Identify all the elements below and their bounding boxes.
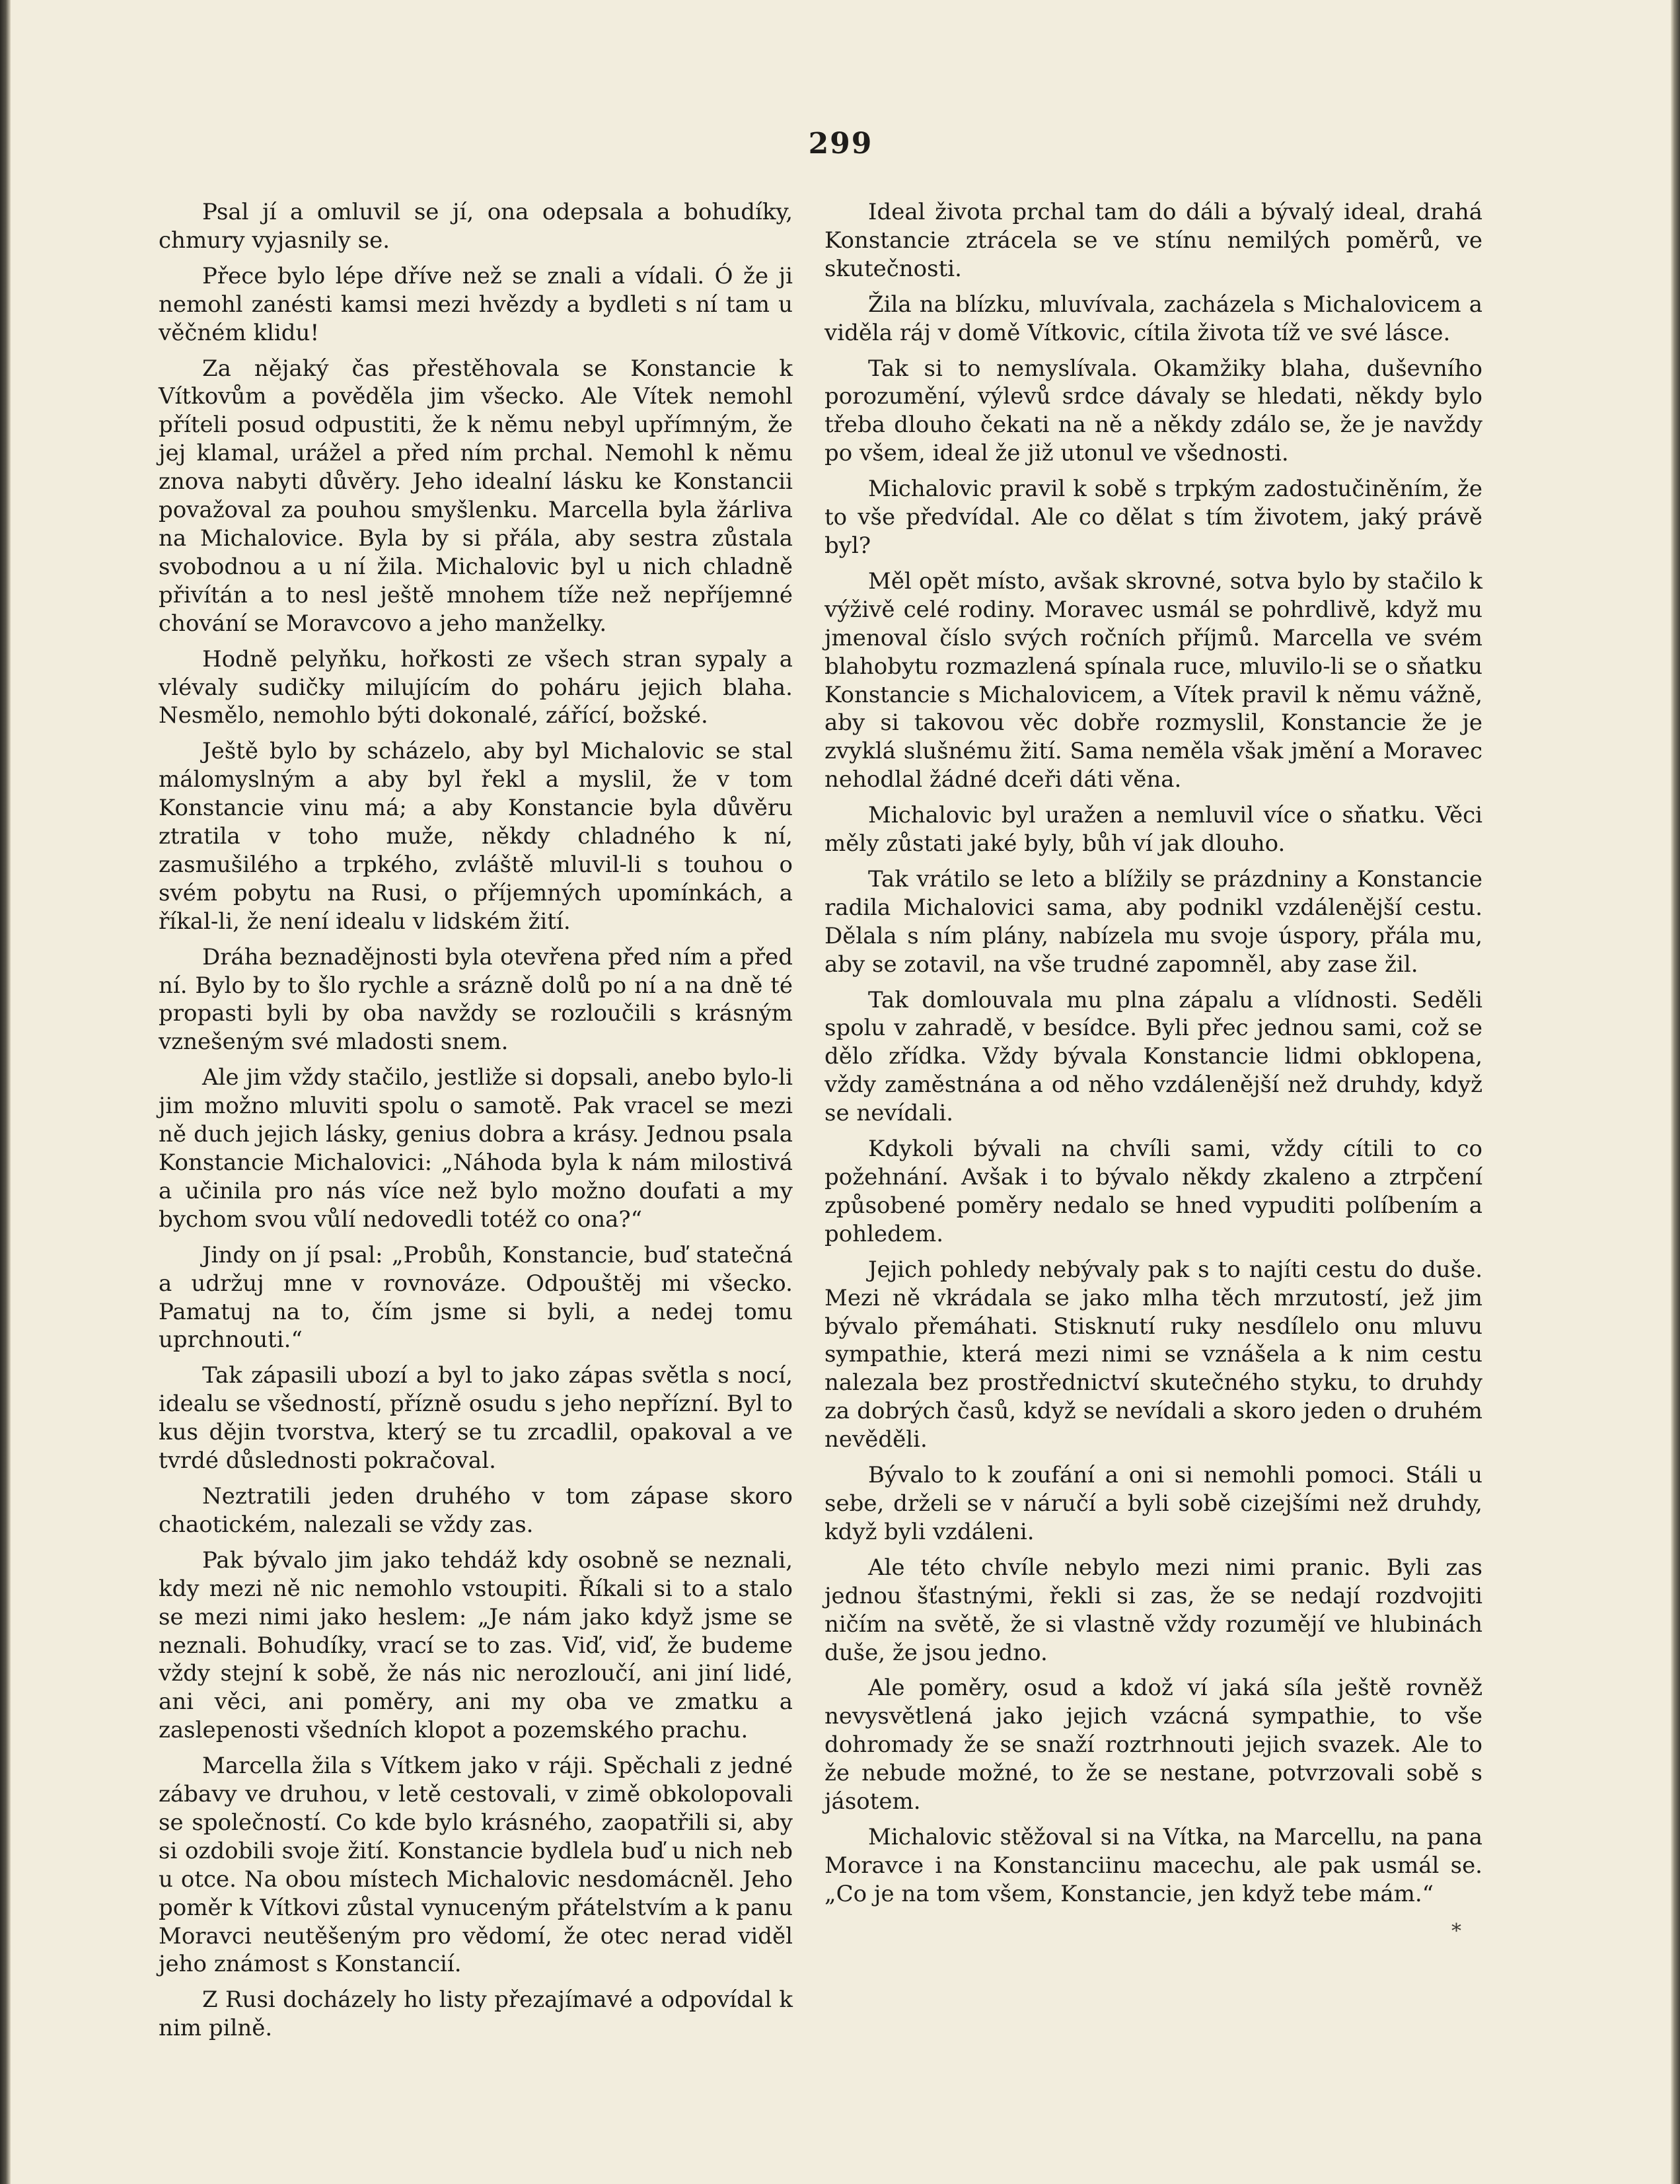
paragraph: Psal jí a omluvil se jí, ona odepsala a bohudíky, chmury vyjasnily se. (159, 199, 793, 254)
paragraph: Pak bývalo jim jako tehdáž kdy osobně se neznali, kdy mezi ně nic nemohlo vstoupiti. Říkali si to a stalo se mezi nimi jako heslem: „Je nám jako když jsme se neznali. Bohudíky, vrací se to zas. Viď, viď, že budeme vždy stejní k sobě, že nás nic nerozloučí, ani jiní lidé, ani věci, ani poměry, ani my oba ve zmatku a zaslepenosti všedních klopot a pozemského prachu. (159, 1547, 793, 1744)
paragraph: Ale jim vždy stačilo, jestliže si dopsali, anebo bylo-li jim možno mluviti spolu o samotě. Pak vracel se mezi ně duch jejich lásky, genius dobra a krásy. Jednou psala Konstancie Michalovici: „Náhoda byla k nám milostivá a učinila pro nás více než bylo možno doufati a my bychom svou vůlí nedovedli totéž co ona?“ (159, 1064, 793, 1233)
paragraph: Ale poměry, osud a kdož ví jaká síla ještě rovněž nevysvětlená jako jejich vzácná sympathie, to vše dohromady že se snaží roztrhnouti jejich svazek. Ale to že nebude možné, to že se nestane, potvrzovali sobě s jásotem. (824, 1675, 1482, 1815)
paragraph: Kdykoli bývali na chvíli sami, vždy cítili to co požehnání. Avšak i to bývalo někdy zkaleno a ztrpčení způsobené poměry nedalo se hned vypuditi políbením a pohledem. (824, 1136, 1482, 1247)
left-column (159, 198, 793, 2050)
paragraph: Dráha beznadějnosti byla otevřena před ním a před ní. Bylo by to šlo rychle a srázně dolů po ní a na dně té propasti byli by oba navždy se rozloučili s krásným vznešeným své mladosti snem. (159, 943, 793, 1056)
paragraph: Z Rusi docházely ho listy přezajímavé a odpovídal k nim pilně. (159, 1986, 793, 2042)
right-column (824, 198, 1482, 1946)
paragraph: Jindy on jí psal: „Probůh, Konstancie, buď statečná a udržuj mne v rovnováze. Odpouštěj mi všecko. Pamatuj na to, čím jsme si byli, a nedej tomu uprchnouti.“ (159, 1241, 793, 1354)
paragraph: Jejich pohledy nebývaly pak s to najíti cestu do duše. Mezi ně vkrádala se jako mlha těch mrzutostí, jež jim bývalo přemáhati. Stisknutí ruky nesdílelo onu mluvu sympathie, která mezi nimi se vznášela a k nim cestu nalezala bez prostřednictví skutečného styku, to druhdy za dobrých časů, když se nevídali a skoro jeden o druhém nevěděli. (824, 1256, 1482, 1453)
paragraph: Tak si to nemyslívala. Okamžiky blaha, duševního porozumění, výlevů srdce dávaly se hledati, někdy bylo třeba dlouho čekati na ně a někdy zdálo se, že je navždy po všem, ideal že již utonul ve všednosti. (824, 355, 1482, 467)
paragraph: Tak domlouvala mu plna zápalu a vlídnosti. Seděli spolu v zahradě, v besídce. Byli přec jednou sami, což se dělo zřídka. Vždy bývala Konstancie lidmi obklopena, vždy zaměstnána a od něho vzdálenější než druhdy, když se nevídali. (824, 986, 1482, 1127)
paragraph: Michalovic pravil k sobě s trpkým zadostučiněním, že to vše předvídal. Ale co dělat s tím životem, jaký právě byl? (824, 476, 1482, 559)
paragraph: Tak vrátilo se leto a blížily se prázdniny a Konstancie radila Michalovici sama, aby podnikl vzdálenější cestu. Dělala s ním plány, nabízela mu svoje úspory, přála mu, aby se zotavil, na vše trudné zapomněl, aby zase žil. (824, 865, 1482, 978)
paragraph: Hodně pelyňku, hořkosti ze všech stran sypaly a vlévaly sudičky milujícím do poháru jejich blaha. Nesmělo, nemohlo býti dokonalé, zářící, božské. (159, 645, 793, 729)
paragraph: Bývalo to k zoufání a oni si nemohli pomoci. Stáli u sebe, drželi se v náručí a byli sobě cizejšími než druhdy, když byli vzdáleni. (824, 1462, 1482, 1545)
paragraph: Michalovic stěžoval si na Vítka, na Marcellu, na pana Moravce i na Konstanciinu macechu, ale pak usmál se. „Co je na tom všem, Konstancie, jen když tebe mám.“ (824, 1823, 1482, 1907)
paragraph: Ale této chvíle nebylo mezi nimi pranic. Byli zas jednou šťastnými, řekli si zas, že se nedají rozdvojiti ničím na světě, že si vlastně vždy rozumějí ve hlubinách duše, že jsou jedno. (824, 1554, 1482, 1666)
paragraph: Ideal života prchal tam do dáli a bývalý ideal, drahá Konstancie ztrácela se ve stínu nemilých poměrů, ve skutečnosti. (824, 199, 1482, 282)
paragraph: Přece bylo lépe dříve než se znali a vídali. Ó že ji nemohl zanésti kamsi mezi hvězdy a bydleti s ní tam u věčném klidu! (159, 262, 793, 346)
paragraph: Marcella žila s Vítkem jako v ráji. Spěchali z jedné zábavy ve druhou, v letě cestovali, v zimě obkolopovali se společností. Co kde bylo krásného, zaopatřili si, aby si ozdobili svoje žití. Konstancie bydlela buď u nich neb u otce. Na obou místech Michalovic nesdomácněl. Jeho poměr k Vítkovi zůstal vynuceným přátelstvím a k panu Moravci neutěšeným pro vědomí, že otec nerad viděl jeho známost s Konstancií. (159, 1753, 793, 1978)
book-page (11, 0, 1671, 2184)
paragraph: Tak zápasili ubozí a byl to jako zápas světla s nocí, idealu se všedností, přízně osudu s jeho nepřízní. Byl to kus dějin tvorstva, který se tu zrcadlil, opakoval a ve tvrdé důslednosti pokračoval. (159, 1362, 793, 1474)
paragraph: Ještě bylo by scházelo, aby byl Michalovic se stal málomyslným a aby byl řekl a myslil, že v tom Konstancie vinu má; a aby Konstancie byla důvěru ztratila v toho muže, někdy chladného k ní, zasmušilého a trpkého, zvláště mluvil-li s touhou o svém pobytu na Rusi, o příjemných upomínkách, a říkal-li, že není idealu v lidském žití. (159, 738, 793, 935)
paragraph: Michalovic byl uražen a nemluvil více o sňatku. Věci měly zůstati jaké byly, bůh ví jak dlouho. (824, 802, 1482, 857)
paragraph: Žila na blízku, mluvívala, zacházela s Michalovicem a viděla ráj v domě Vítkovic, cítila života tíž ve své lásce. (824, 291, 1482, 346)
paragraph: Za nějaký čas přestěhovala se Konstancie k Vítkovům a pověděla jim všecko. Ale Vítek nemohl příteli posud odpustiti, že k němu nebyl upřímným, že jej klamal, urážel a před ním prchal. Nemohl k němu znova nabyti důvěry. Jeho idealní lásku ke Konstancii považoval za pouhou smyšlenku. Marcella byla žárliva na Michalovice. Byla by si přála, aby sestra zůstala svobodnou a u ní žila. Michalovic byl u nich chladně přivítán a to nesl ještě mnohem tíže než nepříjemné chování se Moravcovo a jeho manželky. (159, 355, 793, 637)
paragraph: Měl opět místo, avšak skrovné, sotva bylo by stačilo k výživě celé rodiny. Moravec usmál se pohrdlivě, když mu jmenoval číslo svých ročních příjmů. Marcella ve svém blahobytu rozmazlená spínala ruce, mluvilo-li se o sňatku Konstancie s Michalovicem, a Vítek pravil k němu vážně, aby si takovou věc dobře rozmyslil, Konstancie že je zvyklá slušnému žití. Sama neměla však jmění a Moravec nehodlal žádné dceři dáti věna. (824, 567, 1482, 793)
paragraph: Neztratili jeden druhého v tom zápase skoro chaotickém, nalezali se vždy zas. (159, 1482, 793, 1538)
page-number: 299 (808, 127, 873, 161)
scan-edge-left (0, 0, 11, 2184)
end-mark: * (1451, 1919, 1461, 1943)
scan-edge-right (1671, 0, 1680, 2184)
